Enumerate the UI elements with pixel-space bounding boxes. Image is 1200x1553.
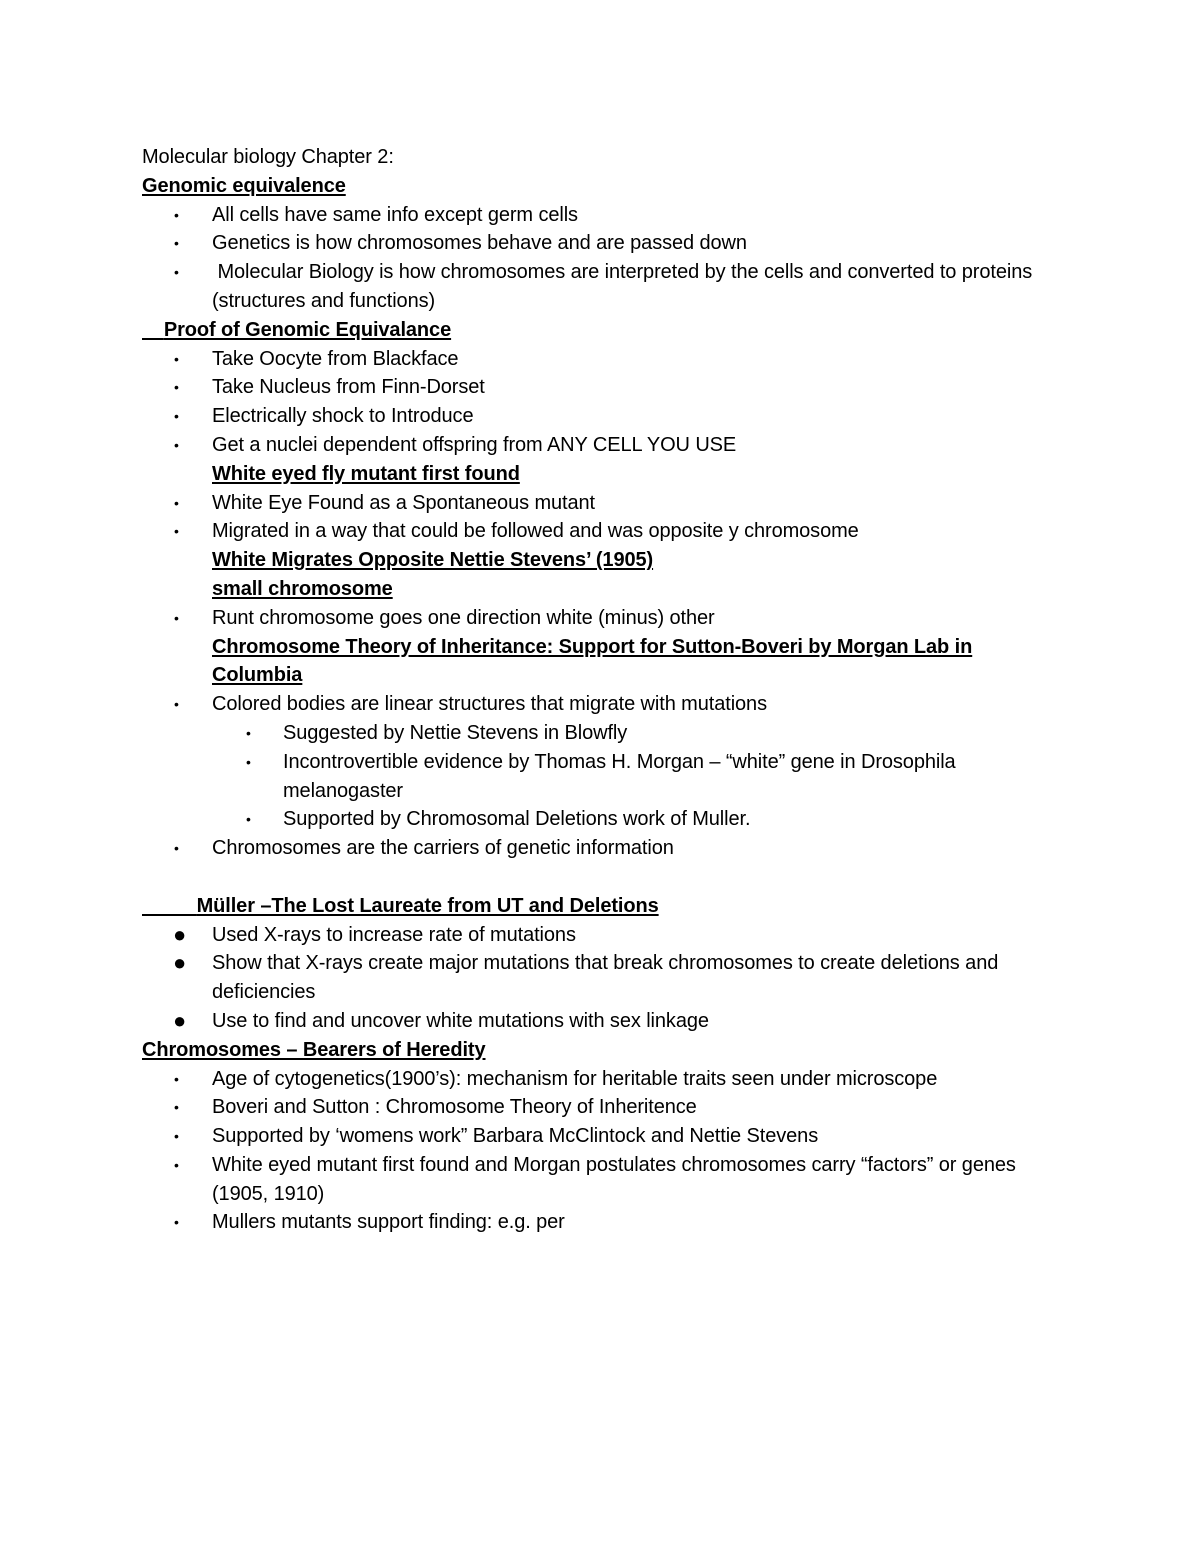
sub-list-item: • Incontrovertible evidence by Thomas H. Morgan – “white” gene in Drosophila melanogaster — [142, 748, 1102, 806]
list-item: • Runt chromosome goes one direction white (minus) other — [142, 604, 1102, 633]
list-item: • Take Oocyte from Blackface — [142, 345, 1102, 374]
document-title: Molecular biology Chapter 2: — [142, 146, 394, 168]
list-item: • Take Nucleus from Finn-Dorset — [142, 373, 1102, 402]
bullet-icon: • — [246, 811, 251, 828]
list-item: ● Use to find and uncover white mutations with sex linkage — [142, 1007, 1102, 1036]
bullet-icon: • — [174, 379, 179, 396]
bullet-icon: • — [174, 436, 179, 453]
list-item: • All cells have same info except germ cells — [142, 201, 1102, 230]
bullet-icon: • — [174, 609, 179, 626]
section-heading-muller: Müller –The Lost Laureate from UT and Deletions — [196, 894, 659, 917]
list-item: ● Show that X-rays create major mutations that break chromosomes to create deletions and deficiencies — [173, 950, 999, 1004]
list-item: • Chromosomes are the carriers of genetic information — [142, 834, 1102, 863]
list-item: • White eyed mutant first found and Morgan postulates chromosomes carry “factors” or genes (1905, 1910) — [142, 1151, 1102, 1209]
list-item: • Migrated in a way that could be followed and was opposite y chromosome — [142, 517, 1102, 546]
bullet-icon: • — [174, 840, 179, 857]
bullet-icon: • — [174, 235, 179, 252]
bullet-icon: ● — [173, 921, 187, 947]
section-heading-white-eyed: White eyed fly mutant first found — [212, 462, 520, 485]
sub-list-item: • Supported by Chromosomal Deletions work of Muller. — [142, 805, 1102, 834]
list-item: • Age of cytogenetics(1900’s): mechanism for heritable traits seen under microscope — [142, 1065, 1102, 1094]
bullet-icon: • — [174, 1214, 179, 1231]
bullet-icon: • — [174, 696, 179, 713]
list-item: ● Used X-rays to increase rate of mutations — [142, 921, 1102, 950]
list-item: • Mullers mutants support finding: e.g. per — [142, 1208, 1102, 1237]
bullet-icon: • — [174, 1070, 179, 1087]
list-item: • Boveri and Sutton : Chromosome Theory of Inheritence — [142, 1093, 1102, 1122]
bullet-icon: • — [174, 408, 179, 425]
list-item: • White Eye Found as a Spontaneous mutant — [142, 489, 1102, 518]
bullet-icon: • — [174, 494, 179, 511]
bullet-icon: • — [174, 523, 179, 540]
section-heading-white-migrates: White Migrates Opposite Nettie Stevens’ (1905) — [212, 549, 654, 572]
list-item: • Genetics is how chromosomes behave and are passed down — [142, 229, 1102, 258]
bullet-icon: • — [174, 350, 179, 367]
bullet-icon: • — [174, 206, 179, 223]
list-item: • Molecular Biology is how chromosomes are interpreted by the cells and converted to proteins (structures and functions) — [142, 258, 1102, 316]
section-heading-bearers-of-heredity: Chromosomes – Bearers of Heredity — [142, 1038, 486, 1061]
section-subheading-small-chromosome: small chromosome — [212, 577, 393, 600]
blank-line — [142, 863, 1102, 892]
sub-list-item: • Suggested by Nettie Stevens in Blowfly — [142, 719, 1102, 748]
bullet-icon: ● — [173, 1007, 187, 1033]
document-body — [142, 143, 1102, 1237]
list-item: • Colored bodies are linear structures that migrate with mutations — [142, 690, 1102, 719]
section-heading-genomic-equivalence: Genomic equivalence — [142, 174, 346, 197]
list-item: • Get a nuclei dependent offspring from ANY CELL YOU USE — [142, 431, 1102, 460]
bullet-icon: • — [246, 753, 251, 770]
bullet-icon: • — [174, 1099, 179, 1116]
bullet-icon: • — [174, 1156, 179, 1173]
bullet-icon: ● — [173, 950, 187, 976]
section-heading-chromosome-theory: Chromosome Theory of Inheritance: Support for Sutton-Boveri by Morgan Lab in Columbia — [212, 635, 973, 687]
section-heading-proof: Proof of Genomic Equivalance — [163, 318, 452, 341]
bullet-icon: • — [174, 1128, 179, 1145]
bullet-icon: • — [246, 724, 251, 741]
list-item: • Electrically shock to Introduce — [142, 402, 1102, 431]
list-item: • Supported by ‘womens work” Barbara McClintock and Nettie Stevens — [142, 1122, 1102, 1151]
bullet-icon: • — [174, 264, 179, 281]
